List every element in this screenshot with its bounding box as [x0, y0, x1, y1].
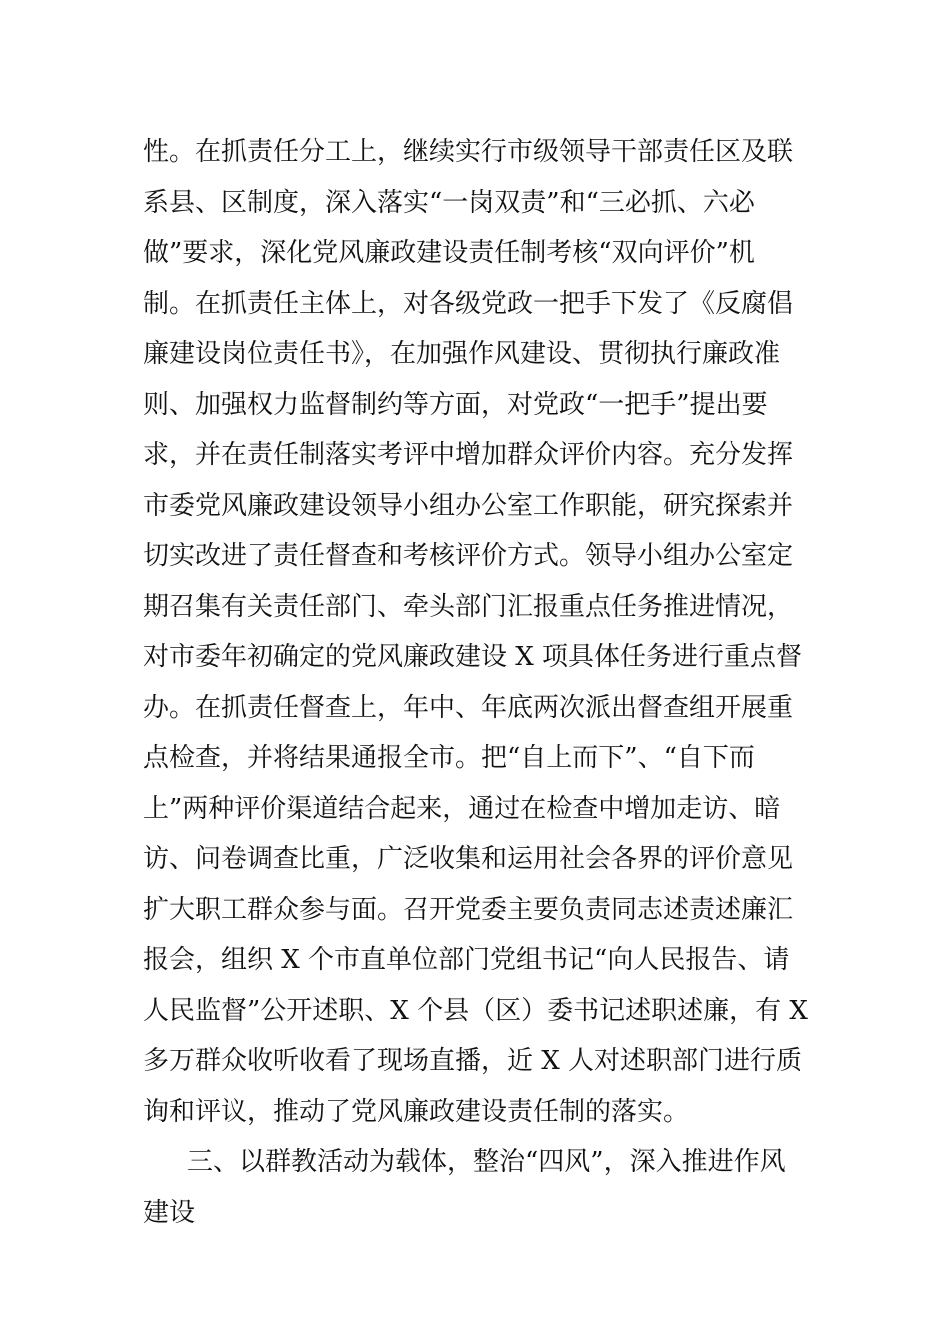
text-line: 上”两种评价渠道结合起来，通过在检查中增加走访、暗 — [143, 793, 781, 824]
body-text — [143, 127, 813, 1238]
section-heading-continuation: 建设 — [143, 1197, 196, 1228]
text-line: 期召集有关责任部门、牵头部门汇报重点任务推进情况， — [143, 591, 794, 622]
text-line: 则、加强权力监督制约等方面，对党政“一把手”提出要 — [143, 389, 768, 420]
text-line: 制。在抓责任主体上，对各级党政一把手下发了《反腐倡 — [143, 288, 794, 319]
text-line: 办。在抓责任督查上，年中、年底两次派出督查组开展重 — [143, 692, 794, 723]
text-line: 切实改进了责任督查和考核评价方式。领导小组办公室定 — [143, 541, 794, 571]
text-line: 扩大职工群众参与面。召开党委主要负责同志述责述廉汇 — [143, 894, 794, 925]
text-line: 市委党风廉政建设领导小组办公室工作职能，研究探索并 — [143, 490, 794, 521]
text-line: 求，并在责任制落实考评中增加群众评价内容。充分发挥 — [143, 440, 794, 470]
text-line: 对市委年初确定的党风廉政建设 X 项具体任务进行重点督 — [143, 642, 803, 672]
text-line: 询和评议，推动了党风廉政建设责任制的落实。 — [143, 1096, 690, 1127]
text-line: 报会，组织 X 个市直单位部门党组书记“向人民报告、请 — [143, 945, 790, 975]
text-line: 人民监督”公开述职、X 个县（区）委书记述职述廉，有 X — [143, 995, 808, 1026]
text-line: 点检查，并将结果通报全市。把“自上而下”、“自下而 — [143, 743, 755, 773]
text-line: 廉建设岗位责任书》，在加强作风建设、贯彻执行廉政准 — [143, 339, 781, 369]
section-heading: 三、以群教活动为载体，整治“四风”，深入推进作风 — [187, 1147, 786, 1177]
text-line: 访、问卷调查比重，广泛收集和运用社会各界的评价意见 — [143, 844, 794, 874]
text-line: 多万群众收听收看了现场直播，近 X 人对述职部门进行质 — [143, 1046, 803, 1076]
text-line: 性。在抓责任分工上，继续实行市级领导干部责任区及联 — [143, 137, 794, 167]
text-line: 做”要求，深化党风廉政建设责任制考核“双向评价”机 — [143, 238, 755, 268]
text-line: 系县、区制度，深入落实“一岗双责”和“三必抓、六必 — [143, 187, 755, 218]
